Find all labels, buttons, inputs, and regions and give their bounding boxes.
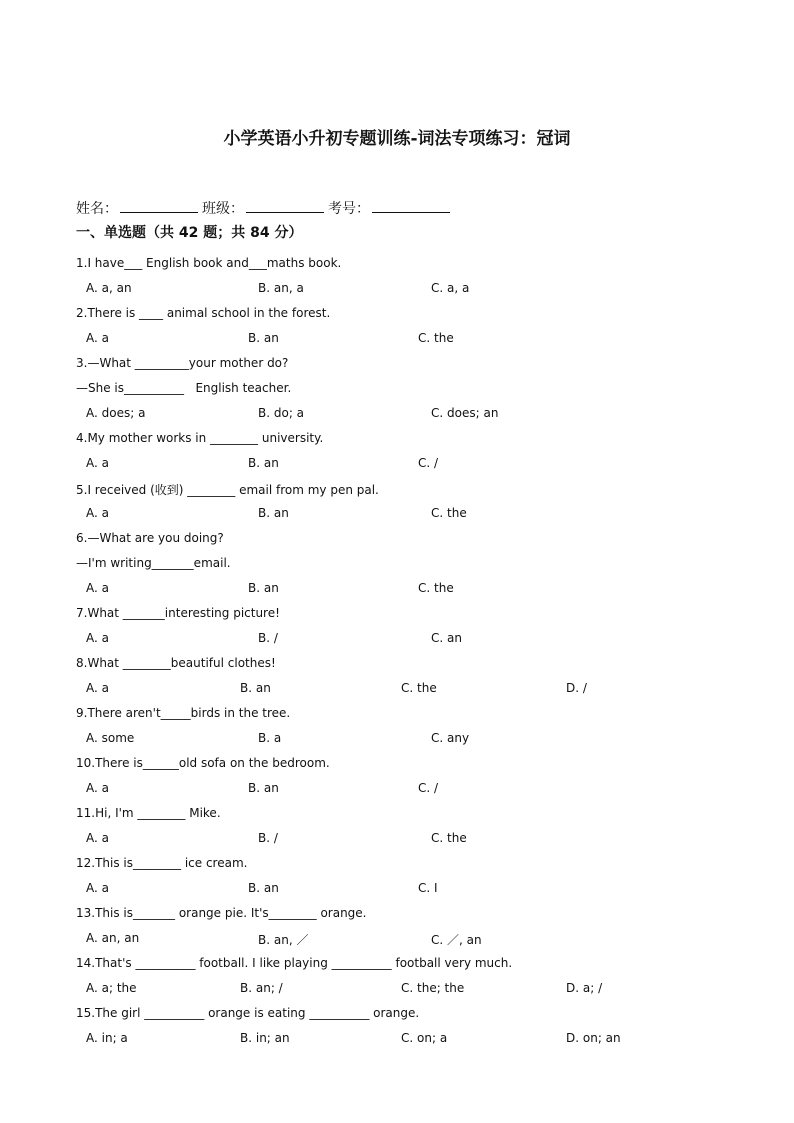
answer-option: B. do; a <box>258 406 305 420</box>
option-row <box>86 731 726 747</box>
answer-option: C. / <box>418 456 439 470</box>
answer-option: C. does; an <box>431 406 499 420</box>
question-text: 10.There is______old sofa on the bedroom. <box>76 756 330 770</box>
name-label: 姓名： <box>76 201 118 217</box>
option-row <box>86 931 726 947</box>
option-row <box>86 981 726 997</box>
class-label: 班级： <box>202 201 244 217</box>
answer-option: C. I <box>418 881 438 895</box>
answer-option: A. does; a <box>86 406 146 420</box>
section-heading: 一、单选题（共 42 题；共 84 分） <box>76 225 303 241</box>
question-text: 1.I have___ English book and___maths book. <box>76 256 342 270</box>
answer-option: B. an <box>248 456 279 470</box>
question-text: 2.There is ____ animal school in the forest. <box>76 306 331 320</box>
option-row <box>86 631 726 647</box>
answer-option: B. an <box>248 881 279 895</box>
answer-option: B. an <box>248 781 279 795</box>
option-row <box>86 881 726 897</box>
question-text: 14.That's __________ football. I like playing __________ football very much. <box>76 956 513 970</box>
answer-option: C. an <box>431 631 462 645</box>
answer-option: A. a; the <box>86 981 137 995</box>
answer-option: A. a <box>86 781 109 795</box>
answer-option: C. any <box>431 731 470 745</box>
option-row <box>86 406 726 422</box>
name-blank <box>120 198 198 213</box>
answer-option: A. a <box>86 631 109 645</box>
answer-option: B. an <box>258 506 289 520</box>
answer-option: C. a, a <box>431 281 470 295</box>
answer-option: B. / <box>258 831 278 845</box>
answer-option: A. a <box>86 456 109 470</box>
option-row <box>86 781 726 797</box>
answer-option: B. an; / <box>240 981 283 995</box>
answer-option: C. the <box>418 331 454 345</box>
answer-option: D. / <box>566 681 587 695</box>
answer-option: B. an, a <box>258 281 304 295</box>
answer-option: B. a <box>258 731 282 745</box>
answer-option: D. on; an <box>566 1031 621 1045</box>
question-text: 9.There aren't_____birds in the tree. <box>76 706 291 720</box>
page-title: 小学英语小升初专题训练-词法专项练习：冠词 <box>223 129 571 149</box>
answer-option: D. a; / <box>566 981 603 995</box>
question-text: 6.—What are you doing? <box>76 531 224 545</box>
question-text: 5.I received (收到) ________ email from my pen pal. <box>76 483 379 497</box>
answer-option: A. a <box>86 581 109 595</box>
class-blank <box>246 198 324 213</box>
answer-option: A. a <box>86 331 109 345</box>
answer-option: C. the <box>418 581 454 595</box>
question-text: 15.The girl __________ orange is eating __________ orange. <box>76 1006 420 1020</box>
question-text: 4.My mother works in ________ university. <box>76 431 324 445</box>
option-row <box>86 681 726 697</box>
answer-option: A. a <box>86 506 109 520</box>
question-text: —I'm writing_______email. <box>76 556 231 570</box>
answer-option: A. a <box>86 831 109 845</box>
number-label: 考号： <box>328 201 370 217</box>
question-text: 13.This is_______ orange pie. It's________ orange. <box>76 906 367 920</box>
answer-option: C. the <box>431 831 467 845</box>
question-text: 7.What _______interesting picture! <box>76 606 280 620</box>
question-text: —She is__________ English teacher. <box>76 381 292 395</box>
answer-option: C. the; the <box>401 981 465 995</box>
number-blank <box>372 198 450 213</box>
option-row <box>86 331 726 347</box>
option-row <box>86 831 726 847</box>
answer-option: A. in; a <box>86 1031 128 1045</box>
answer-option: C. ／, an <box>431 933 482 947</box>
answer-option: A. an, an <box>86 931 140 945</box>
answer-option: A. a <box>86 681 109 695</box>
answer-option: B. an <box>248 331 279 345</box>
answer-option: B. an <box>248 581 279 595</box>
answer-option: C. / <box>418 781 439 795</box>
option-row <box>86 281 726 297</box>
option-row <box>86 456 726 472</box>
answer-option: A. some <box>86 731 135 745</box>
option-row <box>86 506 726 522</box>
answer-option: B. an, ／ <box>258 933 309 947</box>
answer-option: B. an <box>240 681 271 695</box>
answer-option: C. the <box>431 506 467 520</box>
option-row <box>86 1031 726 1047</box>
answer-option: A. a <box>86 881 109 895</box>
answer-option: B. / <box>258 631 278 645</box>
question-text: 11.Hi, I'm ________ Mike. <box>76 806 221 820</box>
answer-option: A. a, an <box>86 281 132 295</box>
answer-option: C. on; a <box>401 1031 448 1045</box>
answer-option: C. the <box>401 681 437 695</box>
question-text: 8.What ________beautiful clothes! <box>76 656 276 670</box>
student-info-line <box>76 198 454 218</box>
answer-option: B. in; an <box>240 1031 290 1045</box>
question-text: 12.This is________ ice cream. <box>76 856 248 870</box>
question-text: 3.—What _________your mother do? <box>76 356 289 370</box>
option-row <box>86 581 726 597</box>
